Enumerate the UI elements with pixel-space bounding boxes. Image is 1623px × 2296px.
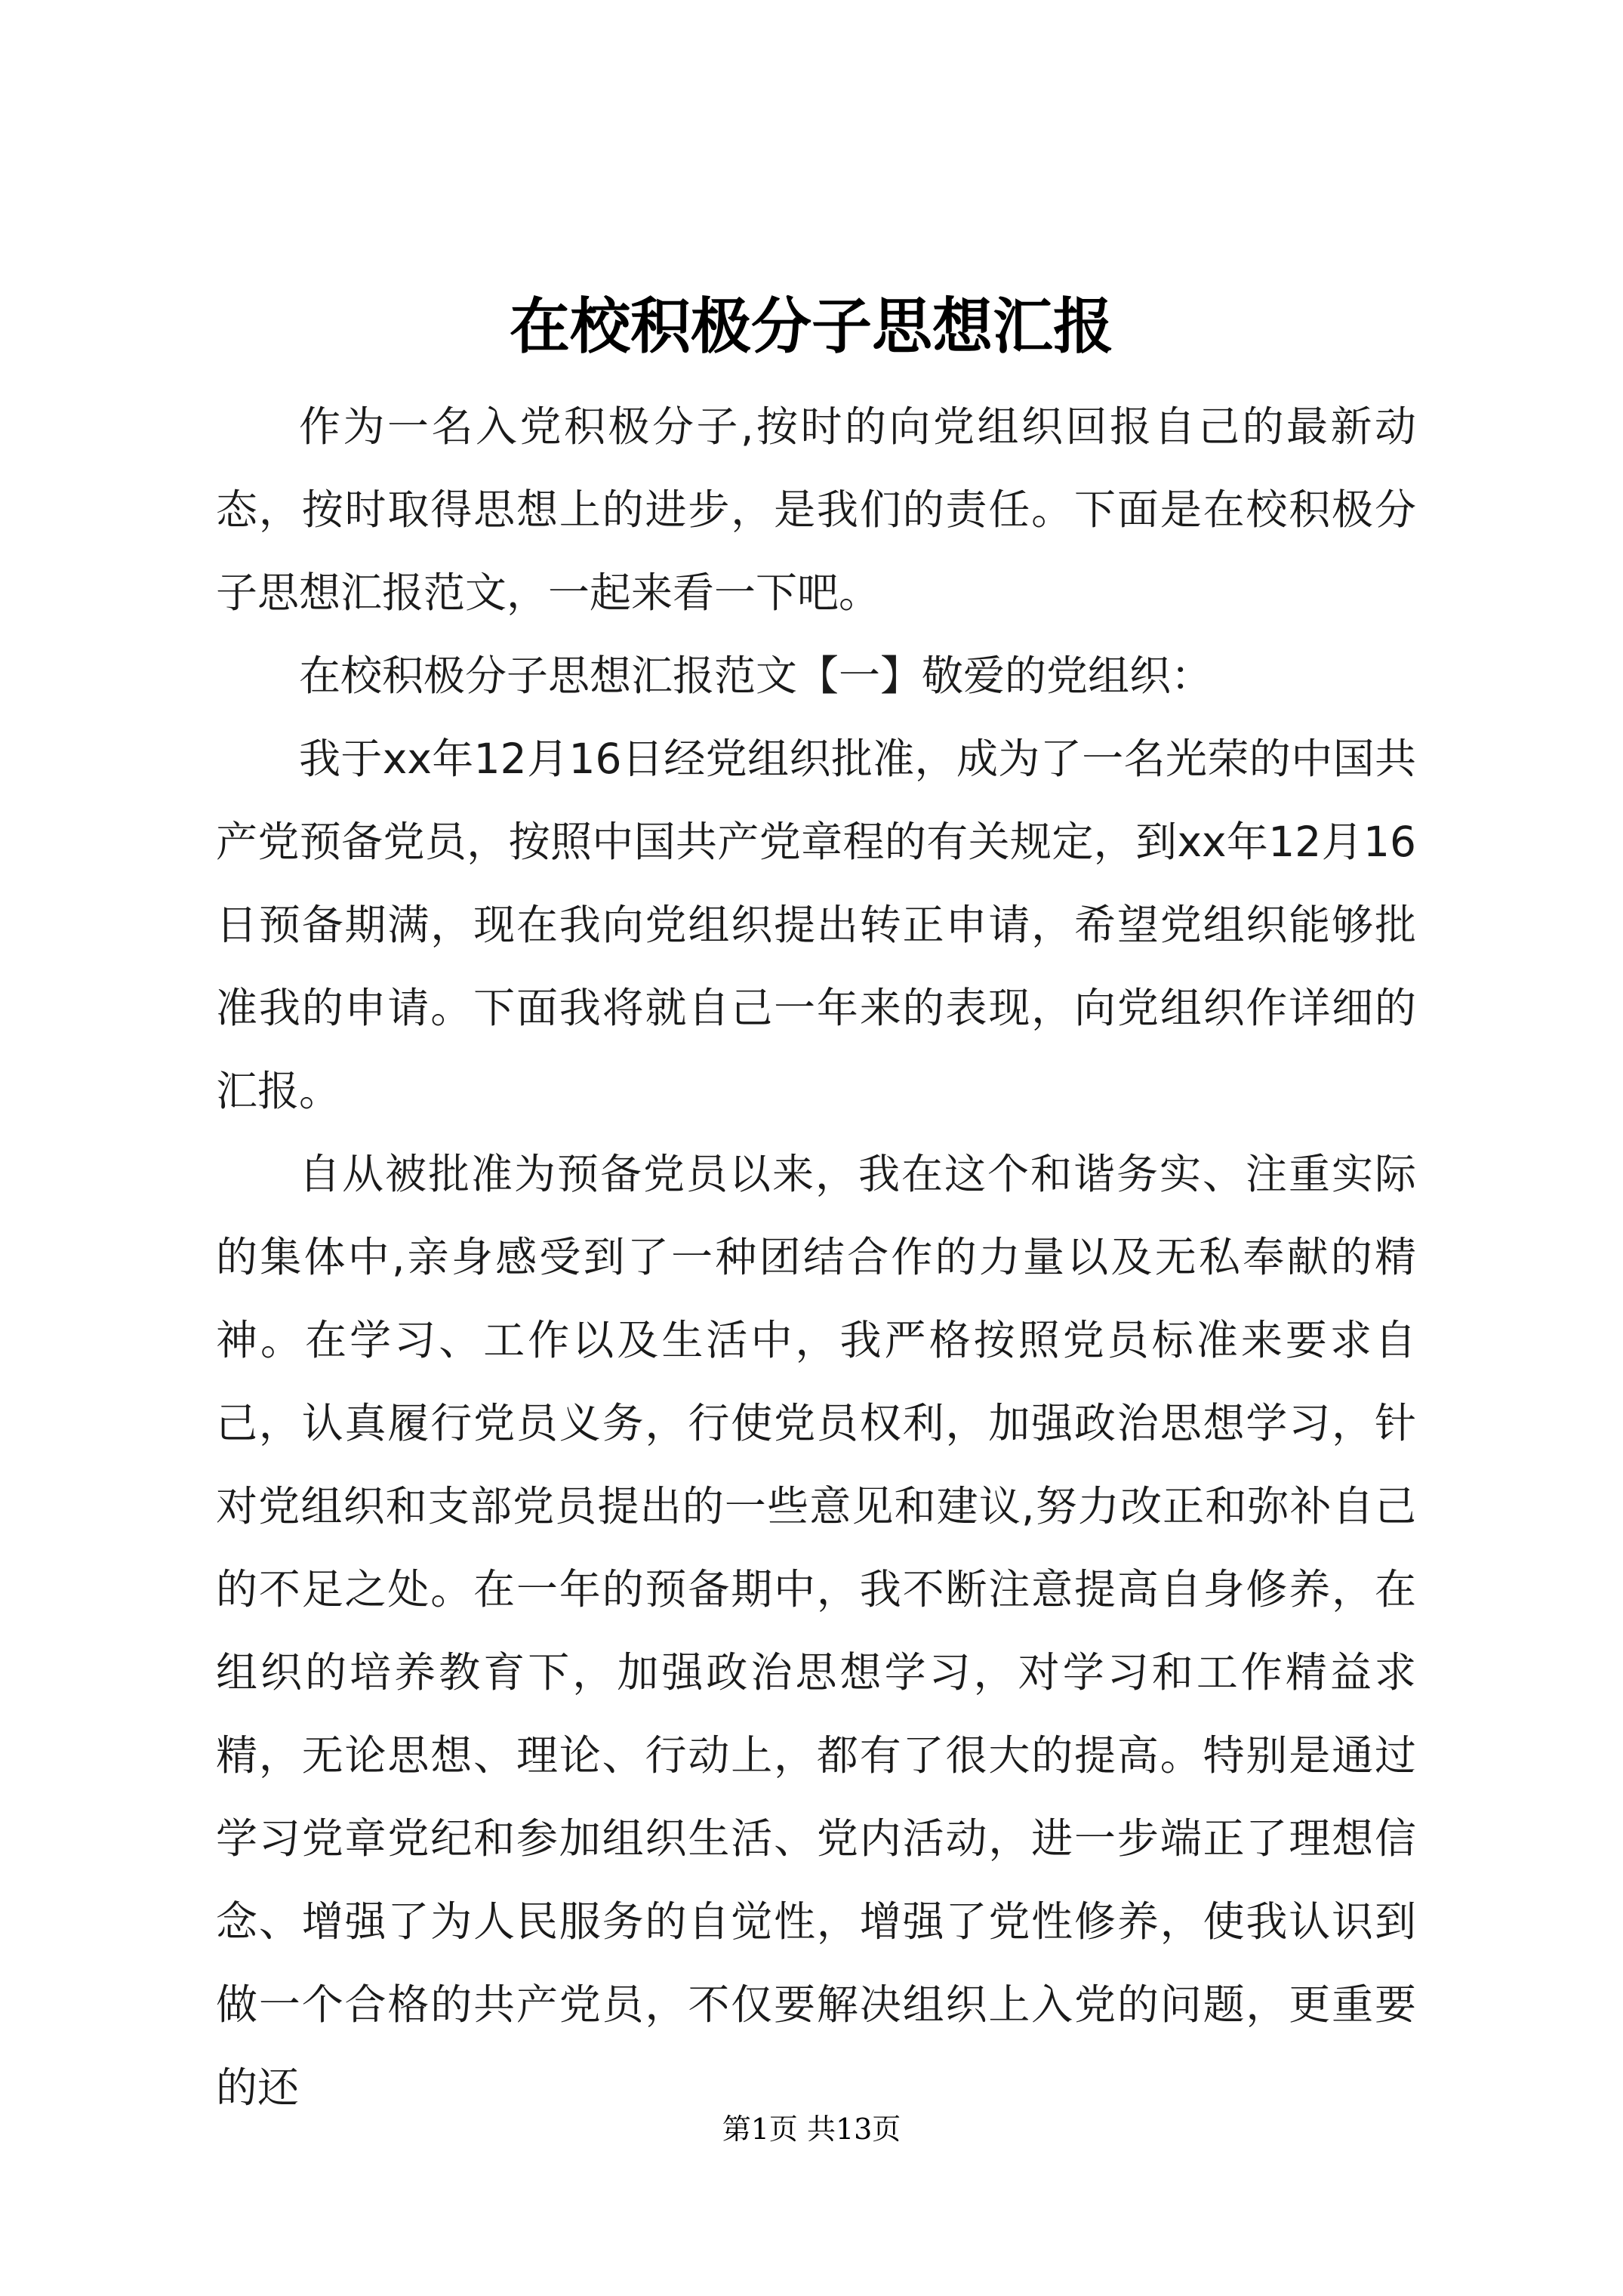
document-body xyxy=(216,385,1416,2129)
paragraph-heading-sample-one: 在校积极分子思想汇报范文【一】敬爱的党组织： xyxy=(299,652,1213,700)
paragraph-application: 我于xx年12月16日经党组织批准，成为了一名光荣的中国共产党预备党员，按照中国共产党章程的有关规定，到xx年12月16日预备期满，现在我向党组织提出转正申请，希望党组织能够批准我的申请。下面我将就自己一年来的表现，向党组织作详细的汇报。 xyxy=(216,735,1416,1115)
document-title: 在校积极分子思想汇报 xyxy=(510,291,1113,362)
paragraph-self-report: 自从被批准为预备党员以来，我在这个和谐务实、注重实际的集体中,亲身感受到了一种团结合作的力量以及无私奉献的精神。在学习、工作以及生活中，我严格按照党员标准来要求自己，认真履行党员义务，行使党员权利，加强政治思想学习，针对党组织和支部党员提出的一些意见和建议,努力改正和弥补自己的不足之处。在一年的预备期中，我不断注意提高自身修养，在组织的培养教育下，加强政治思想学习，对学习和工作精益求精，无论思想、理论、行动上，都有了很大的提高。特别是通过学习党章党纪和参加组织生活、党内活动，进一步端正了理想信念、增强了为人民服务的自觉性，增强了党性修养，使我认识到做一个合格的共产党员，不仅要解决组织上入党的问题，更重要的还 xyxy=(216,1150,1416,2112)
paragraph-intro: 作为一名入党积极分子,按时的向党组织回报自己的最新动态，按时取得思想上的进步，是我们的责任。下面是在校积极分子思想汇报范文，一起来看一下吧。 xyxy=(216,402,1416,617)
page-number-footer: 第1页 共13页 xyxy=(722,2113,901,2146)
